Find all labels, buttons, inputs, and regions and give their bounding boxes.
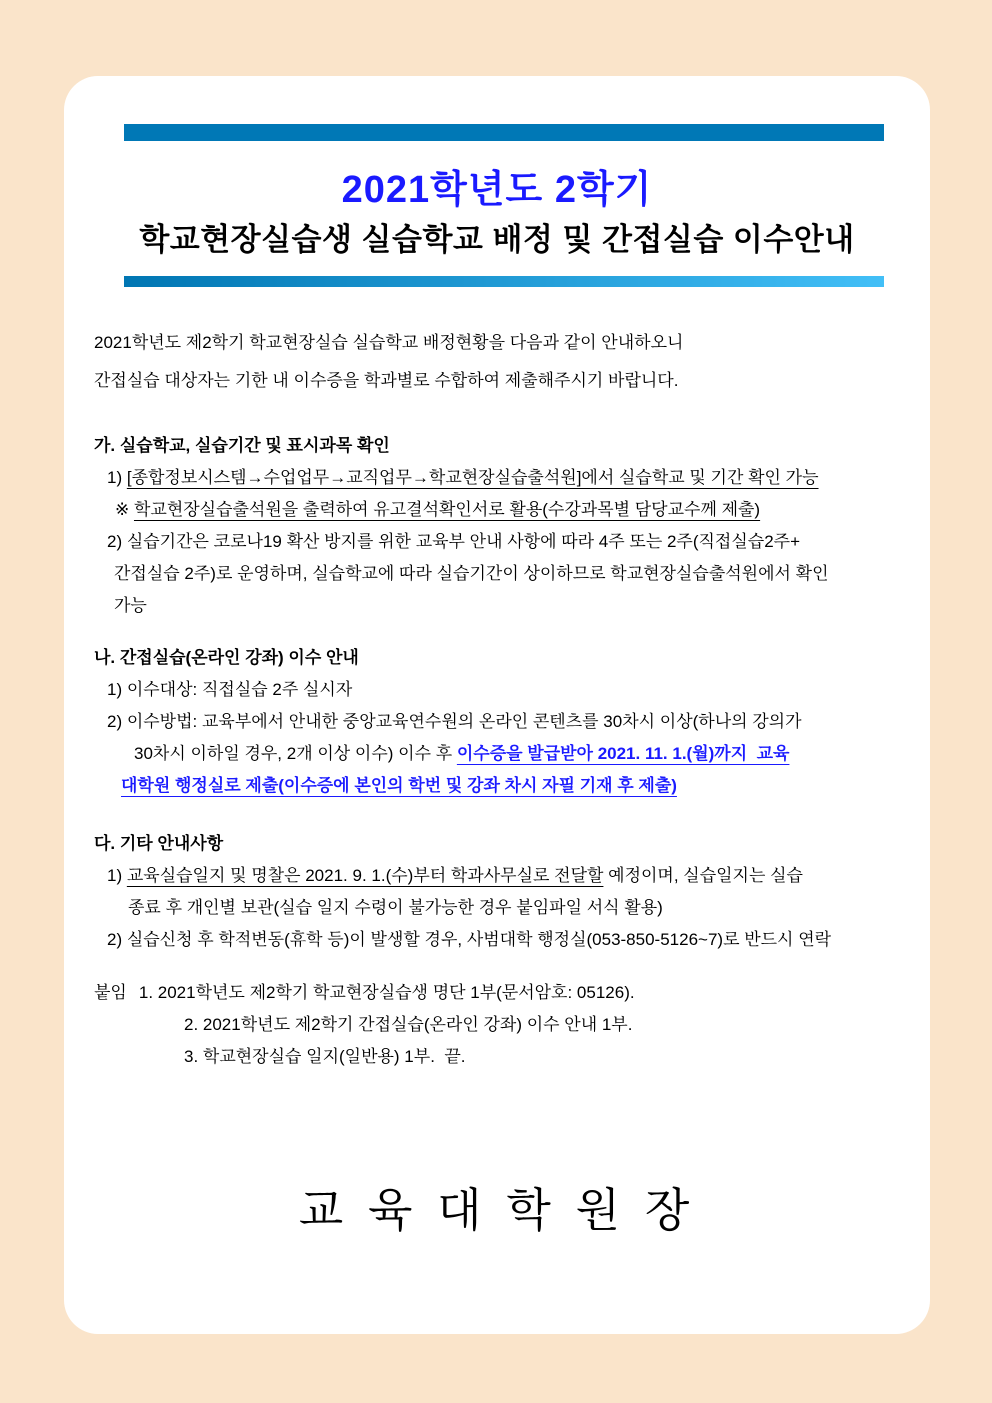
section-a-note-underlined: 학교현장실습출석원을 출력하여 유고결석확인서로 활용(수강과목별 담당교수께 제출): [133, 500, 761, 519]
section-a-item-2-line-2: 간접실습 2주)로 운영하며, 실습학교에 따라 실습기간이 상이하므로 학교현장실습출석원에서 확인: [114, 564, 829, 583]
header-gradient-bar: [124, 276, 884, 287]
section-a-item-1-underlined: [종합정보시스템→수업업무→교직업무→학교현장실습출석원]에서 실습학교 및 기간 확인 가능: [126, 468, 819, 487]
document-body: [94, 324, 906, 1073]
section-b-item-2-line-3: [94, 770, 906, 802]
section-c-item-1-line-1: [94, 860, 906, 892]
section-b-item-2-line-3-emphasis: 대학원 행정실로 제출(이수증에 본인의 학번 및 강좌 차시 자필 기재 후 제출): [121, 776, 677, 795]
attachments-label: 붙임: [94, 983, 127, 1002]
signature-dean: 교 육 대 학 원 장: [298, 1184, 696, 1236]
section-b-heading: 나. 간접실습(온라인 강좌) 이수 안내: [94, 648, 359, 667]
header-top-bar: [124, 124, 884, 141]
attachment-item-1: 1. 2021학년도 제2학기 학교현장실습생 명단 1부(문서암호: 05126).: [138, 983, 635, 1002]
attachment-item-2: 2. 2021학년도 제2학기 간접실습(온라인 강좌) 이수 안내 1부.: [184, 1015, 633, 1034]
section-c-heading: 다. 기타 안내사항: [94, 834, 224, 853]
section-a-item-1: [94, 462, 906, 494]
section-a-item-2-line-1: 2) 실습기간은 코로나19 확산 방지를 위한 교육부 안내 사항에 따라 4주 또는 2주(직접실습2주+: [107, 532, 801, 551]
section-c-item-1-prefix: 1): [107, 866, 127, 885]
section-b-item-2-line-2-plain: 30차시 이하일 경우, 2개 이상 이수) 이수 후: [134, 744, 457, 763]
section-c-item-2: 2) 실습신청 후 학적변동(휴학 등)이 발생할 경우, 사범대학 행정실(053-850-5126~7)로 반드시 연락: [107, 930, 832, 949]
document-subtitle: 학교현장실습생 실습학교 배정 및 간접실습 이수안내: [139, 222, 855, 257]
section-a-item-2-line-3: 가능: [114, 596, 147, 615]
section-a-item-1-prefix: 1): [107, 468, 127, 487]
section-c-item-1-line-2: 종료 후 개인별 보관(실습 일지 수령이 불가능한 경우 붙임파일 서식 활용): [128, 898, 663, 917]
section-b-item-2-line-1: 2) 이수방법: 교육부에서 안내한 중앙교육연수원의 온라인 콘텐츠를 30차시 이상(하나의 강의가: [107, 712, 802, 731]
attachments-line-1: [94, 977, 906, 1009]
document-title: 2021학년도 2학기: [341, 169, 653, 211]
document-card: [64, 76, 930, 1334]
intro-line-1: 2021학년도 제2학기 학교현장실습 실습학교 배정현황을 다음과 같이 안내하오니: [94, 333, 684, 352]
section-a-heading: 가. 실습학교, 실습기간 및 표시과목 확인: [94, 436, 390, 455]
section-c-item-1-underlined: 교육실습일지 및 명찰은 2021. 9. 1.(수)부터 학과사무실로 전달할: [126, 866, 604, 885]
section-b-item-2-line-2: [94, 738, 906, 770]
attachment-item-3: 3. 학교현장실습 일지(일반용) 1부. 끝.: [184, 1047, 466, 1066]
intro-line-2: 간접실습 대상자는 기한 내 이수증을 학과별로 수합하여 제출해주시기 바랍니다.: [94, 371, 679, 390]
section-c-item-1-rest: 예정이며, 실습일지는 실습: [603, 866, 803, 885]
section-a-note-prefix: ※: [115, 500, 134, 519]
section-b-item-2-line-2-emphasis: 이수증을 발급받아 2021. 11. 1.(월)까지 교육: [456, 744, 790, 763]
section-a-note: [94, 494, 906, 526]
section-b-item-1: 1) 이수대상: 직접실습 2주 실시자: [107, 680, 353, 699]
